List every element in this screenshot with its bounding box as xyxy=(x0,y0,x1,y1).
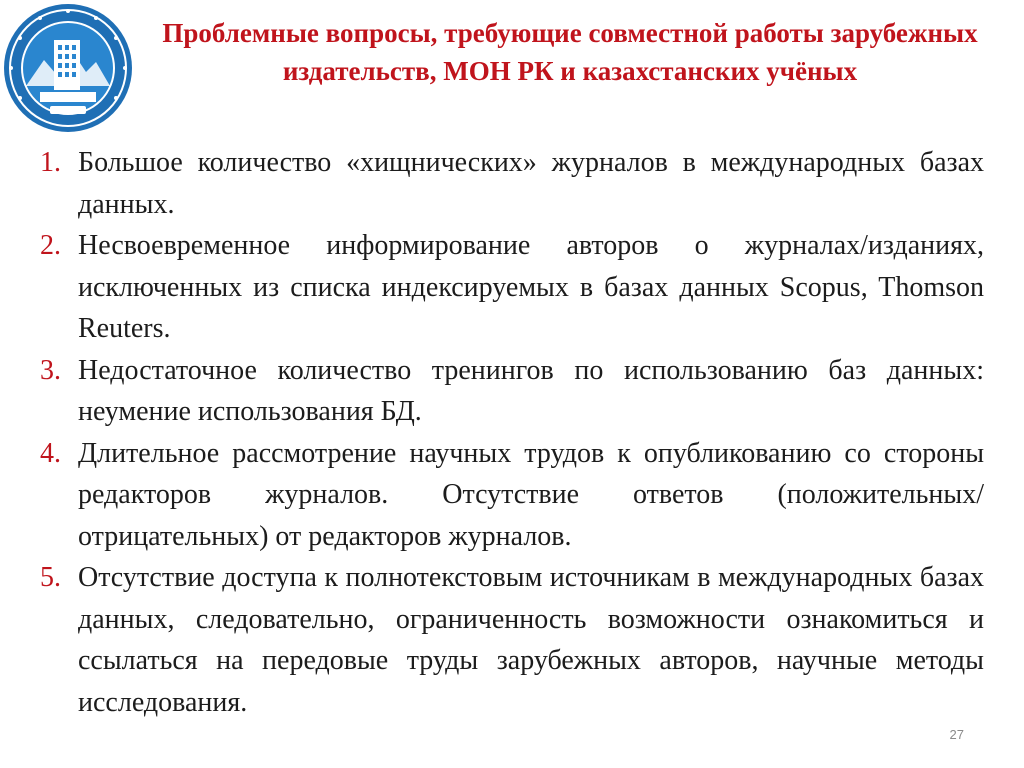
list-item-number: 3. xyxy=(40,354,61,386)
list-item xyxy=(0,433,1024,558)
list-item-text: Длительное рассмотрение научных трудов к опубликованию со стороны редакторов журналов. Отсутствие ответов (положительных/отрицательных) от редакторов журналов. xyxy=(78,437,984,552)
university-emblem-icon xyxy=(2,2,134,134)
list-item-text: Отсутствие доступа к полнотекстовым источникам в международных базах данных, следовательно, ограниченность возможности ознакомиться и ссылаться на передовые труды зарубежных авторов, научные методы исследования. xyxy=(78,562,984,718)
page-number: 27 xyxy=(949,727,964,742)
list-item xyxy=(0,350,1024,433)
list-item-number: 2. xyxy=(40,230,61,261)
list-item-text: Несвоевременное информирование авторов о журналах/изданиях, исключенных из списка индексируемых в базах данных Scopus, Thomson Reuters. xyxy=(78,230,984,344)
list-item xyxy=(0,225,1024,350)
list-item xyxy=(0,557,1024,723)
list-item-number: 1. xyxy=(40,147,61,178)
list-item xyxy=(0,142,1024,225)
list-item-number: 4. xyxy=(40,437,61,469)
slide-title: Проблемные вопросы, требующие совместной работы зарубежных издательств, МОН РК и казахстанских учёных xyxy=(162,18,978,86)
list-item-text: Большое количество «хищнических» журналов в международных базах данных. xyxy=(78,147,984,220)
problems-list xyxy=(0,142,1024,723)
list-item-text: Недостаточное количество тренингов по использованию баз данных: неумение использования БД. xyxy=(78,354,984,427)
list-item-number: 5. xyxy=(40,562,61,593)
